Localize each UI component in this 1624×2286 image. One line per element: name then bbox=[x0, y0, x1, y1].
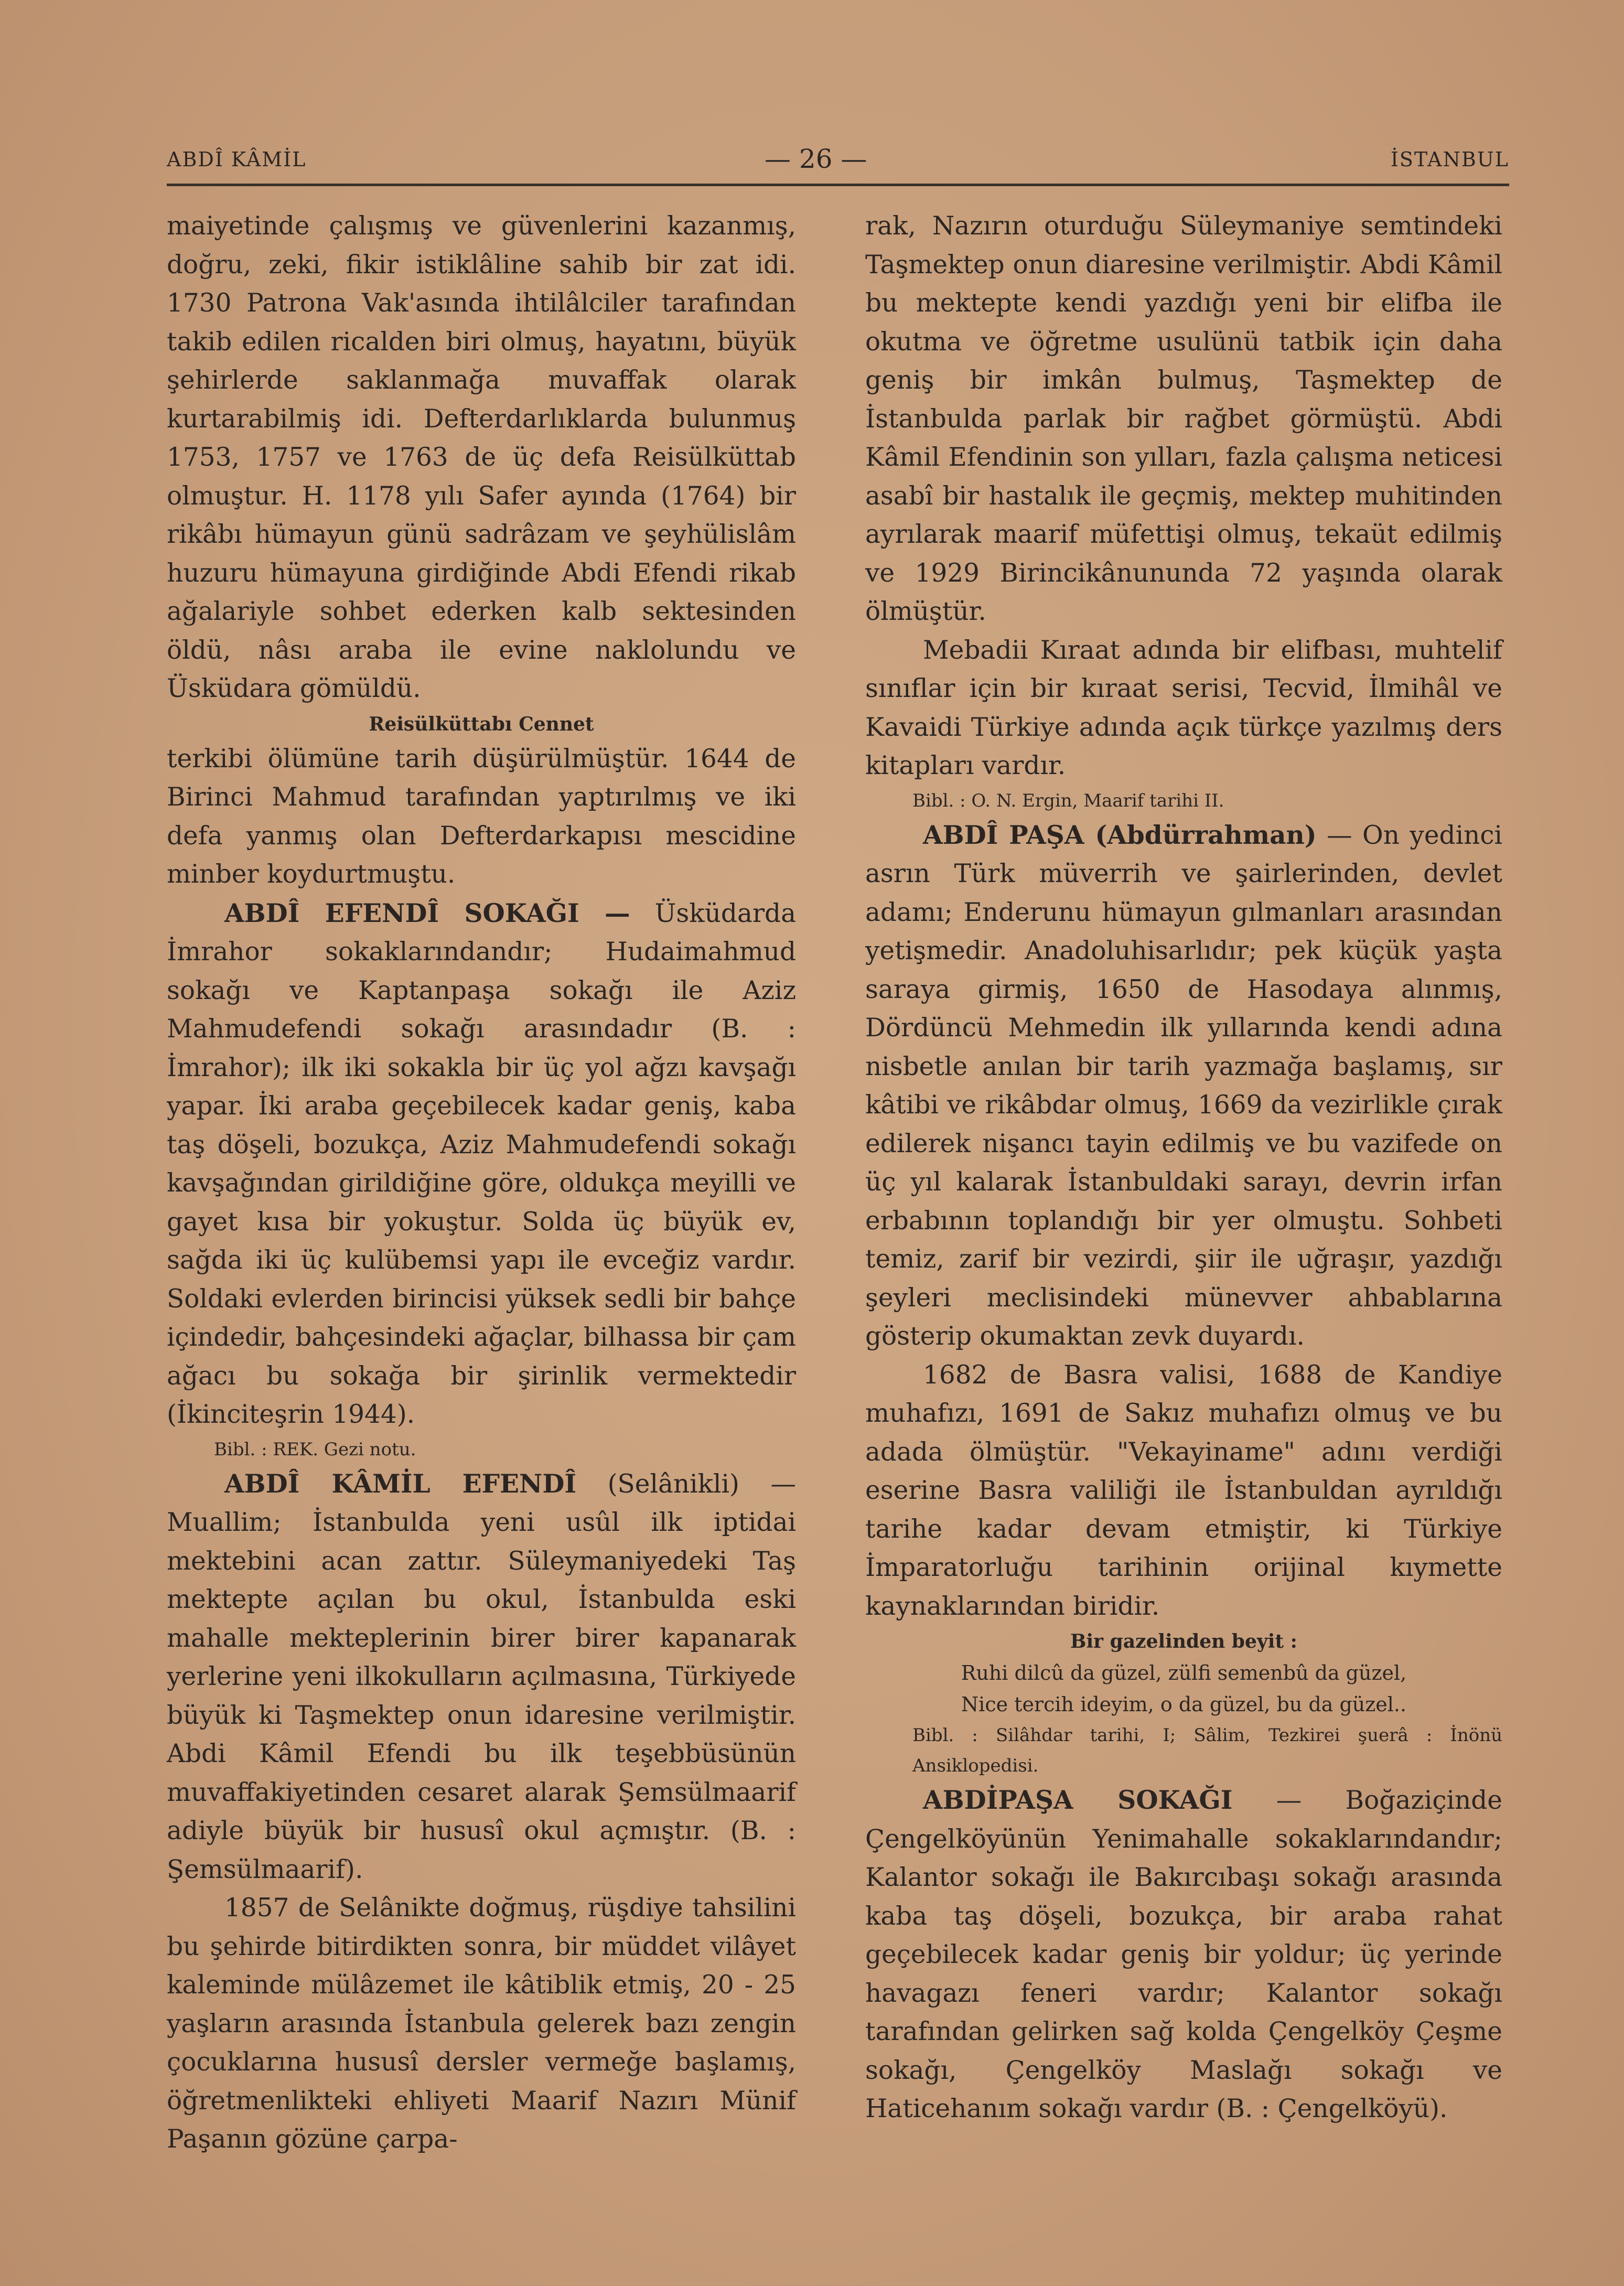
entry-text: — Boğaziçinde Çengelköyünün Yenimahalle sokaklarındandır; Kalantor sokağı ile Bakırcıbaşı sokağı arasında kaba taş döşeli, bozukça, bir araba rahat geçebilecek kadar geniş bir yoldur; üç yerinde havagazı feneri vardır; Kalantor sokağı tarafından gelirken sağ kolda Çengelköy Çeşme sokağı, Çengelköy Maslağı sokağı ve Haticehanım sokağı vardır (B. : Çengelköyü). bbox=[865, 1786, 1502, 2123]
left-column bbox=[167, 207, 796, 2159]
entry-text: (Selânikli) — Muallim; İstanbulda yeni usûl ilk iptidai mektebini acan zattır. Süleymaniyedeki Taş mektepte açılan bu okul, İstanbulda eski mahalle mekteplerinin birer birer kapanarak yerlerine yeni ilkokulların açılmasına, Türkiyede büyük ki Taşmektep onun idaresine verilmiştir. Abdi Kâmil Efendi bu ilk teşebbüsünün muvaffakiyetinden cesaret alarak Şemsülmaarif adiyle büyük bir hususî okul açmıştır. (B. : Şemsülmaarif). bbox=[167, 1469, 797, 1884]
bibliography: Bibl. : REK. Gezi notu. bbox=[214, 1439, 416, 1460]
header-left-title: ABDÎ KÂMİL bbox=[167, 148, 307, 171]
verse-line: Nice tercih ideyim, o da güzel, bu da güzel.. bbox=[961, 1693, 1407, 1716]
entry-title: ABDÎ KÂMİL EFENDÎ bbox=[224, 1468, 577, 1499]
subheading: Bir gazelinden beyit : bbox=[1070, 1630, 1297, 1652]
entry-abdi-efendi-sokagi bbox=[167, 894, 796, 1434]
header-right-title: İSTANBUL bbox=[1390, 148, 1509, 171]
page-number: — 26 — bbox=[765, 144, 867, 174]
bibliography: Bibl. : O. N. Ergin, Maarif tarihi II. bbox=[912, 790, 1224, 811]
entry-title: ABDÎ EFENDÎ SOKAĞI — bbox=[224, 898, 630, 928]
paragraph: maiyetinde çalışmış ve güvenlerini kazanmış, doğru, zeki, fikir istiklâline sahib bir zat idi. 1730 Patrona Vak'asında ihtilâlciler tarafından takib edilen ricalden biri olmuş, hayatını, büyük şehirlerde saklanmağa muvaffak olarak kurtarabilmiş idi. Defterdarlıklarda bulunmuş 1753, 1757 ve 1763 de üç defa Reisülküttab olmuştur. H. 1178 yılı Safer ayında (1764) bir rikâbı hümayun günü sadrâzam ve şeyhülislâm huzuru hümayuna girdiğinde Abdi Efendi rikab ağalariyle sohbet ederken kalb sektesinden öldü, nâsı araba ile evine naklolundu ve Üsküdara gömüldü. bbox=[167, 211, 796, 703]
running-header bbox=[167, 144, 1509, 179]
bibliography: Bibl. : Silâhdar tarihi, I; Sâlim, Tezkirei şuerâ : İnönü Ansiklopedisi. bbox=[912, 1725, 1502, 1776]
paragraph: Mebadii Kıraat adında bir elifbası, muhtelif sınıflar için bir kıraat serisi, Tecvid, İlmihâl ve Kavaidi Türkiye adında açık türkçe yazılmış ders kitapları vardır. bbox=[865, 635, 1502, 780]
right-column bbox=[865, 207, 1502, 2129]
entry-abdi-kamil-efendi bbox=[167, 1465, 796, 1890]
verse-line: Ruhi dilcû da güzel, zülfi semenbû da güzel, bbox=[961, 1661, 1407, 1684]
subheading: Reisülküttabı Cennet bbox=[369, 713, 594, 735]
entry-abdipasa-sokagi bbox=[865, 1781, 1502, 2129]
entry-title: ABDİPAŞA SOKAĞI bbox=[923, 1785, 1233, 1815]
entry-abdi-pasa bbox=[865, 816, 1502, 1356]
paragraph: terkibi ölümüne tarih düşürülmüştür. 1644 de Birinci Mahmud tarafından yaptırılmış ve iki defa yanmış olan Defterdarkapısı mescidine minber koydurtmuştu. bbox=[167, 744, 796, 889]
header-rule bbox=[167, 184, 1509, 186]
entry-text: Üsküdarda İmrahor sokaklarındandır; Hudaimahmud sokağı ve Kaptanpaşa sokağı ile Aziz Mahmudefendi sokağı arasındadır (B. : İmrahor); ilk iki sokakla bir üç yol ağzı kavşağı yapar. İki araba geçebilecek kadar geniş, kaba taş döşeli, bozukça, Aziz Mahmudefendi sokağı kavşağından girildiğine göre, oldukça meyilli ve gayet kısa bir yokuştur. Solda üç büyük ev, sağda iki üç kulübemsi yapı ile evceğiz vardır. Soldaki evlerden birincisi yüksek sedli bir bahçe içindedir, bahçesindeki ağaçlar, bilhassa bir çam ağacı bu sokağa bir şirinlik vermektedir (İkinciteşrin 1944). bbox=[167, 898, 797, 1429]
paragraph: 1682 de Basra valisi, 1688 de Kandiye muhafızı, 1691 de Sakız muhafızı olmuş ve bu adada ölmüştür. "Vekayiname" adını verdiği eserine Basra valiliği ile İstanbuldan ayrıldığı tarihe kadar devam etmiştir, ki Türkiye İmparatorluğu tarihinin orijinal kıymette kaynaklarından biridir. bbox=[865, 1360, 1502, 1621]
paragraph: 1857 de Selânikte doğmuş, rüşdiye tahsilini bu şehirde bitirdikten sonra, bir müddet vilâyet kaleminde mülâzemet ile kâtiblik etmiş, 20 - 25 yaşların arasında İstanbula gelerek bazı zengin çocuklarına hususî dersler vermeğe başlamış, öğretmenlikteki ehliyeti Maarif Nazırı Münif Paşanın gözüne çarpa- bbox=[167, 1893, 796, 2154]
entry-title: ABDÎ PAŞA (Abdürrahman) bbox=[923, 820, 1317, 850]
paragraph: rak, Nazırın oturduğu Süleymaniye semtindeki Taşmektep onun diaresine verilmiştir. Abdi Kâmil bu mektepte kendi yazdığı yeni bir elifba ile okutma ve öğretme usulünü tatbik için daha geniş bir imkân bulmuş, Taşmektep de İstanbulda parlak bir rağbet görmüştü. Abdi Kâmil Efendinin son yılları, fazla çalışma neticesi asabî bir hastalık ile geçmiş, mektep muhitinden ayrılarak maarif müfettişi olmuş, tekaüt edilmiş ve 1929 Birincikânununda 72 yaşında olarak ölmüştür. bbox=[865, 211, 1502, 626]
entry-text: — On yedinci asrın Türk müverrih ve şairlerinden, devlet adamı; Enderunu hümayun gılmanları arasından yetişmedir. Anadoluhisarlıdır; pek küçük yaşta saraya girmiş, 1650 de Hasodaya alınmış, Dördüncü Mehmedin ilk yıllarında kendi adına nisbetle anılan bir tarih yazmağa başlamış, sır kâtibi ve rikâbdar olmuş, 1669 da vezirlikle çırak edilerek nişancı tayin edilmiş ve bu vazifede on üç yıl kalarak İstanbuldaki sarayı, devrin irfan erbabının toplandığı bir yer olmuştu. Sohbeti temiz, zarif bir vezirdi, şiir ile uğraşır, yazdığı şeyleri meclisindeki münevver ahbablarına gösterip okumaktan zevk duyardı. bbox=[865, 820, 1502, 1351]
